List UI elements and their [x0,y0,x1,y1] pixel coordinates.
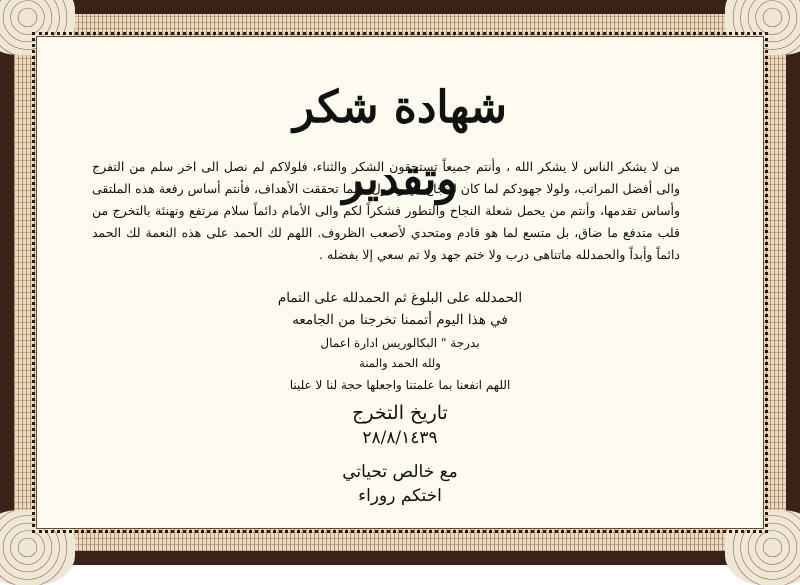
certificate-title: شهادة شكر وتقدير [293,82,507,205]
text-line-2: في هذا اليوم أتممنا تخرجنا من الجامعه [292,312,508,328]
text-line-1: الحمدلله على البلوغ ثم الحمدلله على التمام [277,290,523,306]
certificate-paragraph: من لا يشكر الناس لا يشكر الله ، وأنتم جميعاً تستحقون الشكر والثناء، فلولاكم لم نصل الى اخر سلم من التفرج والى أفضل المراتب، ولولا جهودكم لما كان للنجاح أي وصول، ولما تحققت الأهداف، فأنتم أساس رفعة هذه الملتقى وأساس تقدمها، وأنتم من يحمل شعلة النجاح والتطور فشكراً لكم والى الأمام دائماً سلام مرتفع وتهنئة بالتخرج من قلب متدفع ما ضاق، بل متسع لما هو قادم ومتحدي لأصعب الظروف. اللهم لك الحمد على هذه النعمة لك الحمد دائماً وأبداً والحمدلله ماتناهى درب ولا ختم جهد ولا تم سعي إلا بفضله . [92,159,680,262]
graduation-date-value: ٢٨/٨/١٤٣٩ [362,428,438,448]
signature: اختكم روراء [358,486,442,506]
text-line-5: اللهم انفعنا بما علمتنا واجعلها حجة لنا لا علينا [289,378,511,392]
graduation-date-label: تاريخ التخرج [352,402,448,424]
text-line-4: ولله الحمد والمنة [359,356,441,370]
closing-greeting: مع خالص تحياتي [342,462,458,482]
text-line-3: بدرجة " البكالوريس ادارة اعمال [320,336,480,350]
